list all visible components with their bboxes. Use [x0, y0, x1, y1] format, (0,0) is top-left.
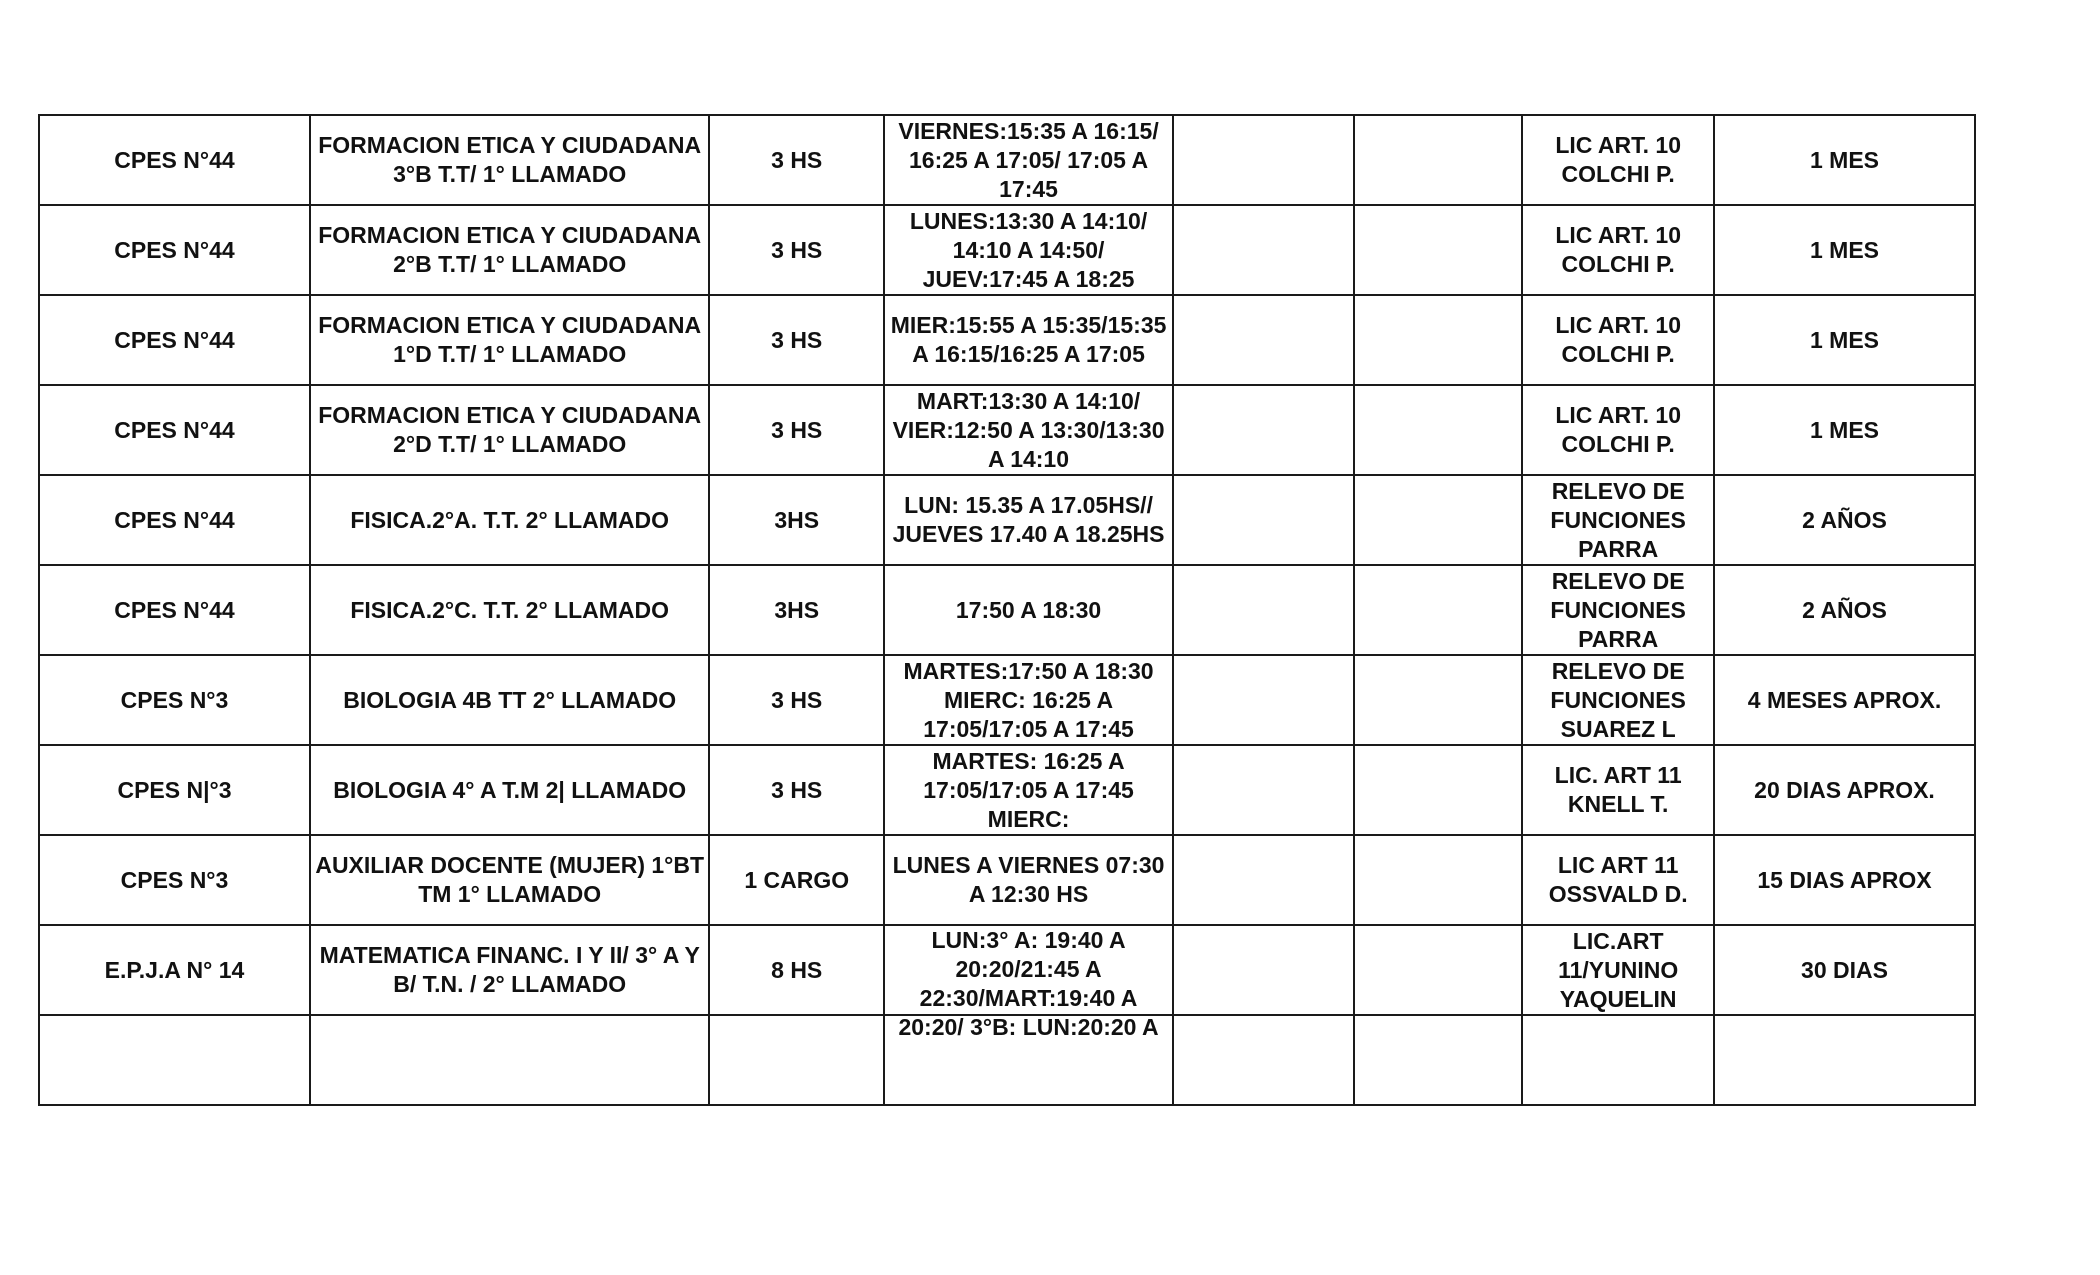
- cell-school: [39, 835, 310, 925]
- cell-empty-b: [1354, 655, 1523, 745]
- cell-empty-b: [1354, 835, 1523, 925]
- cell-school-text: CPES N°44: [114, 146, 235, 173]
- cell-school: [39, 205, 310, 295]
- cell-reason: [1522, 475, 1714, 565]
- cell-reason: [1522, 745, 1714, 835]
- cell-duration-text: 1 MES: [1809, 146, 1880, 173]
- cell-reason: [1522, 205, 1714, 295]
- cell-duration-text: 15 DIAS APROX: [1757, 866, 1932, 893]
- cell-hours-text: 1 CARGO: [744, 866, 850, 893]
- cell-hours-text: 3HS: [774, 596, 820, 623]
- cell-empty-b: [1354, 115, 1523, 205]
- cell-hours: [709, 925, 884, 1015]
- cell-reason-text: RELEVO DE FUNCIONES SUAREZ L: [1550, 657, 1686, 742]
- cell-hours-text: 3 HS: [771, 146, 823, 173]
- table-row: [39, 205, 1975, 295]
- cell-subject: [310, 475, 709, 565]
- cell-hours-text: 3HS: [774, 506, 820, 533]
- cell-subject-text: AUXILIAR DOCENTE (MUJER) 1°BT TM 1° LLAMADO: [315, 852, 705, 907]
- cell-subject: [310, 205, 709, 295]
- cell-schedule-text: MARTES: 16:25 A 17:05/17:05 A 17:45 MIERC:: [923, 747, 1134, 832]
- cell-empty-a: [1173, 475, 1354, 565]
- cell-hours-text: 3 HS: [771, 416, 823, 443]
- table-row: [39, 475, 1975, 565]
- cell-duration-text: 1 MES: [1809, 326, 1880, 353]
- cell-subject-text: FORMACION ETICA Y CIUDADANA 2°B T.T/ 1° LLAMADO: [318, 222, 702, 277]
- table-row: [39, 385, 1975, 475]
- cell-schedule: [884, 205, 1173, 295]
- cell-duration: [1714, 655, 1975, 745]
- table-row: [39, 745, 1975, 835]
- cell-hours: [709, 295, 884, 385]
- cell-school: [39, 1015, 310, 1105]
- cell-schedule-text: LUN:3° A: 19:40 A 20:20/21:45 A 22:30/MART:19:40 A 20:20/ 3°B: LUN:20:20 A: [898, 927, 1159, 1040]
- cell-school-text: E.P.J.A N° 14: [104, 956, 245, 983]
- cell-subject-text: FORMACION ETICA Y CIUDADANA 3°B T.T/ 1° LLAMADO: [318, 132, 702, 187]
- table-row: [39, 925, 1975, 1015]
- cell-hours: [709, 745, 884, 835]
- cell-schedule-text: VIERNES:15:35 A 16:15/ 16:25 A 17:05/ 17:05 A 17:45: [898, 117, 1159, 202]
- cell-schedule: [884, 475, 1173, 565]
- cell-reason-text: LIC ART 11 OSSVALD D.: [1548, 852, 1688, 907]
- cell-subject-text: MATEMATICA FINANC. I Y II/ 3° A Y B/ T.N. / 2° LLAMADO: [319, 942, 700, 997]
- cell-school-text: CPES N°44: [114, 326, 235, 353]
- cell-empty-a: [1173, 925, 1354, 1015]
- table-row: [39, 565, 1975, 655]
- cell-duration: [1714, 475, 1975, 565]
- cell-empty-b: [1354, 565, 1523, 655]
- cell-empty-b: [1354, 295, 1523, 385]
- cell-reason: [1522, 115, 1714, 205]
- cell-empty-a: [1173, 1015, 1354, 1105]
- cell-hours-text: 3 HS: [771, 686, 823, 713]
- cell-duration-text: 4 MESES APROX.: [1747, 686, 1942, 713]
- cell-duration: [1714, 115, 1975, 205]
- cell-reason-text: LIC ART. 10 COLCHI P.: [1555, 222, 1681, 277]
- cell-school: [39, 295, 310, 385]
- cell-duration-text: 1 MES: [1809, 416, 1880, 443]
- cell-subject-text: FORMACION ETICA Y CIUDADANA 1°D T.T/ 1° LLAMADO: [318, 312, 702, 367]
- cell-subject: [310, 1015, 709, 1105]
- cell-empty-b: [1354, 385, 1523, 475]
- cell-duration: [1714, 1015, 1975, 1105]
- cell-schedule: [884, 925, 1173, 1040]
- cell-reason: [1522, 655, 1714, 745]
- cell-empty-a: [1173, 205, 1354, 295]
- cell-reason: [1522, 295, 1714, 385]
- cell-schedule: [884, 565, 1173, 655]
- cell-empty-a: [1173, 835, 1354, 925]
- cell-schedule: [884, 835, 1173, 925]
- cell-school: [39, 115, 310, 205]
- cell-subject: [310, 655, 709, 745]
- cell-empty-a: [1173, 385, 1354, 475]
- cell-reason-text: LIC.ART 11/YUNINO YAQUELIN: [1558, 927, 1679, 1012]
- cell-subject: [310, 115, 709, 205]
- cell-school-text: CPES N|°3: [117, 776, 232, 803]
- cell-schedule-text: MARTES:17:50 A 18:30 MIERC: 16:25 A 17:05/17:05 A 17:45: [903, 657, 1154, 742]
- cell-duration: [1714, 205, 1975, 295]
- cell-empty-a: [1173, 295, 1354, 385]
- cell-reason-text: RELEVO DE FUNCIONES PARRA: [1550, 567, 1686, 652]
- cell-school-text: CPES N°44: [114, 416, 235, 443]
- cell-subject-text: BIOLOGIA 4B TT 2° LLAMADO: [343, 686, 677, 713]
- cell-empty-a: [1173, 655, 1354, 745]
- cell-empty-a: [1173, 565, 1354, 655]
- cell-duration-text: 30 DIAS: [1801, 956, 1888, 983]
- cell-hours: [709, 565, 884, 655]
- cell-reason: [1522, 565, 1714, 655]
- cell-hours: [709, 385, 884, 475]
- cell-reason: [1522, 925, 1714, 1015]
- cell-schedule-text: MIER:15:55 A 15:35/15:35 A 16:15/16:25 A 17:05: [890, 312, 1167, 367]
- cell-schedule: [884, 295, 1173, 385]
- cell-school-text: CPES N°44: [114, 596, 235, 623]
- cell-reason: [1522, 1015, 1714, 1105]
- cell-duration: [1714, 385, 1975, 475]
- cell-school-text: CPES N°3: [120, 866, 229, 893]
- cell-reason-text: LIC ART. 10 COLCHI P.: [1555, 312, 1681, 367]
- cell-school: [39, 925, 310, 1015]
- table-row: [39, 655, 1975, 745]
- table-row: [39, 295, 1975, 385]
- cell-school: [39, 745, 310, 835]
- cell-duration: [1714, 565, 1975, 655]
- cell-hours-text: 3 HS: [771, 776, 823, 803]
- cell-hours: [709, 655, 884, 745]
- cell-empty-b: [1354, 205, 1523, 295]
- cell-school: [39, 475, 310, 565]
- cell-subject-text: FISICA.2°C. T.T. 2° LLAMADO: [350, 596, 670, 623]
- cell-schedule-text: MART:13:30 A 14:10/ VIER:12:50 A 13:30/13:30 A 14:10: [892, 387, 1165, 472]
- cell-school: [39, 385, 310, 475]
- cell-school: [39, 655, 310, 745]
- cell-duration: [1714, 745, 1975, 835]
- cell-school-text: CPES N°44: [114, 236, 235, 263]
- cell-subject: [310, 295, 709, 385]
- cell-school-text: CPES N°3: [120, 686, 229, 713]
- cell-reason-text: LIC ART. 10 COLCHI P.: [1555, 132, 1681, 187]
- cell-hours: [709, 115, 884, 205]
- table-row: [39, 835, 1975, 925]
- cell-subject-text: BIOLOGIA 4° A T.M 2| LLAMADO: [333, 776, 687, 803]
- cell-duration: [1714, 925, 1975, 1015]
- cell-empty-b: [1354, 1015, 1523, 1105]
- cell-schedule: [884, 115, 1173, 205]
- cell-subject: [310, 925, 709, 1015]
- cell-schedule: [884, 385, 1173, 475]
- cell-schedule-text: 17:50 A 18:30: [955, 596, 1102, 623]
- cell-reason-text: LIC ART. 10 COLCHI P.: [1555, 402, 1681, 457]
- table-row: [39, 115, 1975, 205]
- vacancy-table: [38, 114, 1976, 1106]
- cell-schedule: [884, 655, 1173, 745]
- cell-subject: [310, 385, 709, 475]
- cell-schedule-text: LUN: 15.35 A 17.05HS// JUEVES 17.40 A 18.25HS: [892, 492, 1165, 547]
- cell-schedule-text: LUNES A VIERNES 07:30 A 12:30 HS: [892, 852, 1165, 907]
- cell-hours: [709, 205, 884, 295]
- cell-empty-b: [1354, 925, 1523, 1015]
- cell-hours: [709, 835, 884, 925]
- cell-subject-text: FORMACION ETICA Y CIUDADANA 2°D T.T/ 1° LLAMADO: [318, 402, 702, 457]
- cell-duration-text: 2 AÑOS: [1802, 506, 1887, 533]
- cell-duration-text: 20 DIAS APROX.: [1754, 776, 1935, 803]
- cell-subject: [310, 565, 709, 655]
- cell-subject-text: FISICA.2°A. T.T. 2° LLAMADO: [350, 506, 670, 533]
- cell-school: [39, 565, 310, 655]
- cell-duration-text: 1 MES: [1809, 236, 1880, 263]
- cell-hours-text: 8 HS: [771, 956, 823, 983]
- cell-reason-text: LIC. ART 11 KNELL T.: [1554, 762, 1682, 817]
- cell-subject: [310, 745, 709, 835]
- cell-duration-text: 2 AÑOS: [1802, 596, 1887, 623]
- cell-hours-text: 3 HS: [771, 236, 823, 263]
- cell-duration: [1714, 295, 1975, 385]
- cell-schedule-text: LUNES:13:30 A 14:10/ 14:10 A 14:50/ JUEV:17:45 A 18:25: [909, 207, 1148, 292]
- cell-reason: [1522, 385, 1714, 475]
- cell-hours: [709, 1015, 884, 1105]
- cell-reason: [1522, 835, 1714, 925]
- cell-subject: [310, 835, 709, 925]
- cell-school-text: CPES N°44: [114, 506, 235, 533]
- cell-schedule: [884, 745, 1173, 835]
- cell-hours-text: 3 HS: [771, 326, 823, 353]
- cell-empty-a: [1173, 745, 1354, 835]
- cell-empty-b: [1354, 475, 1523, 565]
- cell-empty-a: [1173, 115, 1354, 205]
- cell-hours: [709, 475, 884, 565]
- cell-reason-text: RELEVO DE FUNCIONES PARRA: [1550, 477, 1686, 562]
- cell-duration: [1714, 835, 1975, 925]
- cell-empty-b: [1354, 745, 1523, 835]
